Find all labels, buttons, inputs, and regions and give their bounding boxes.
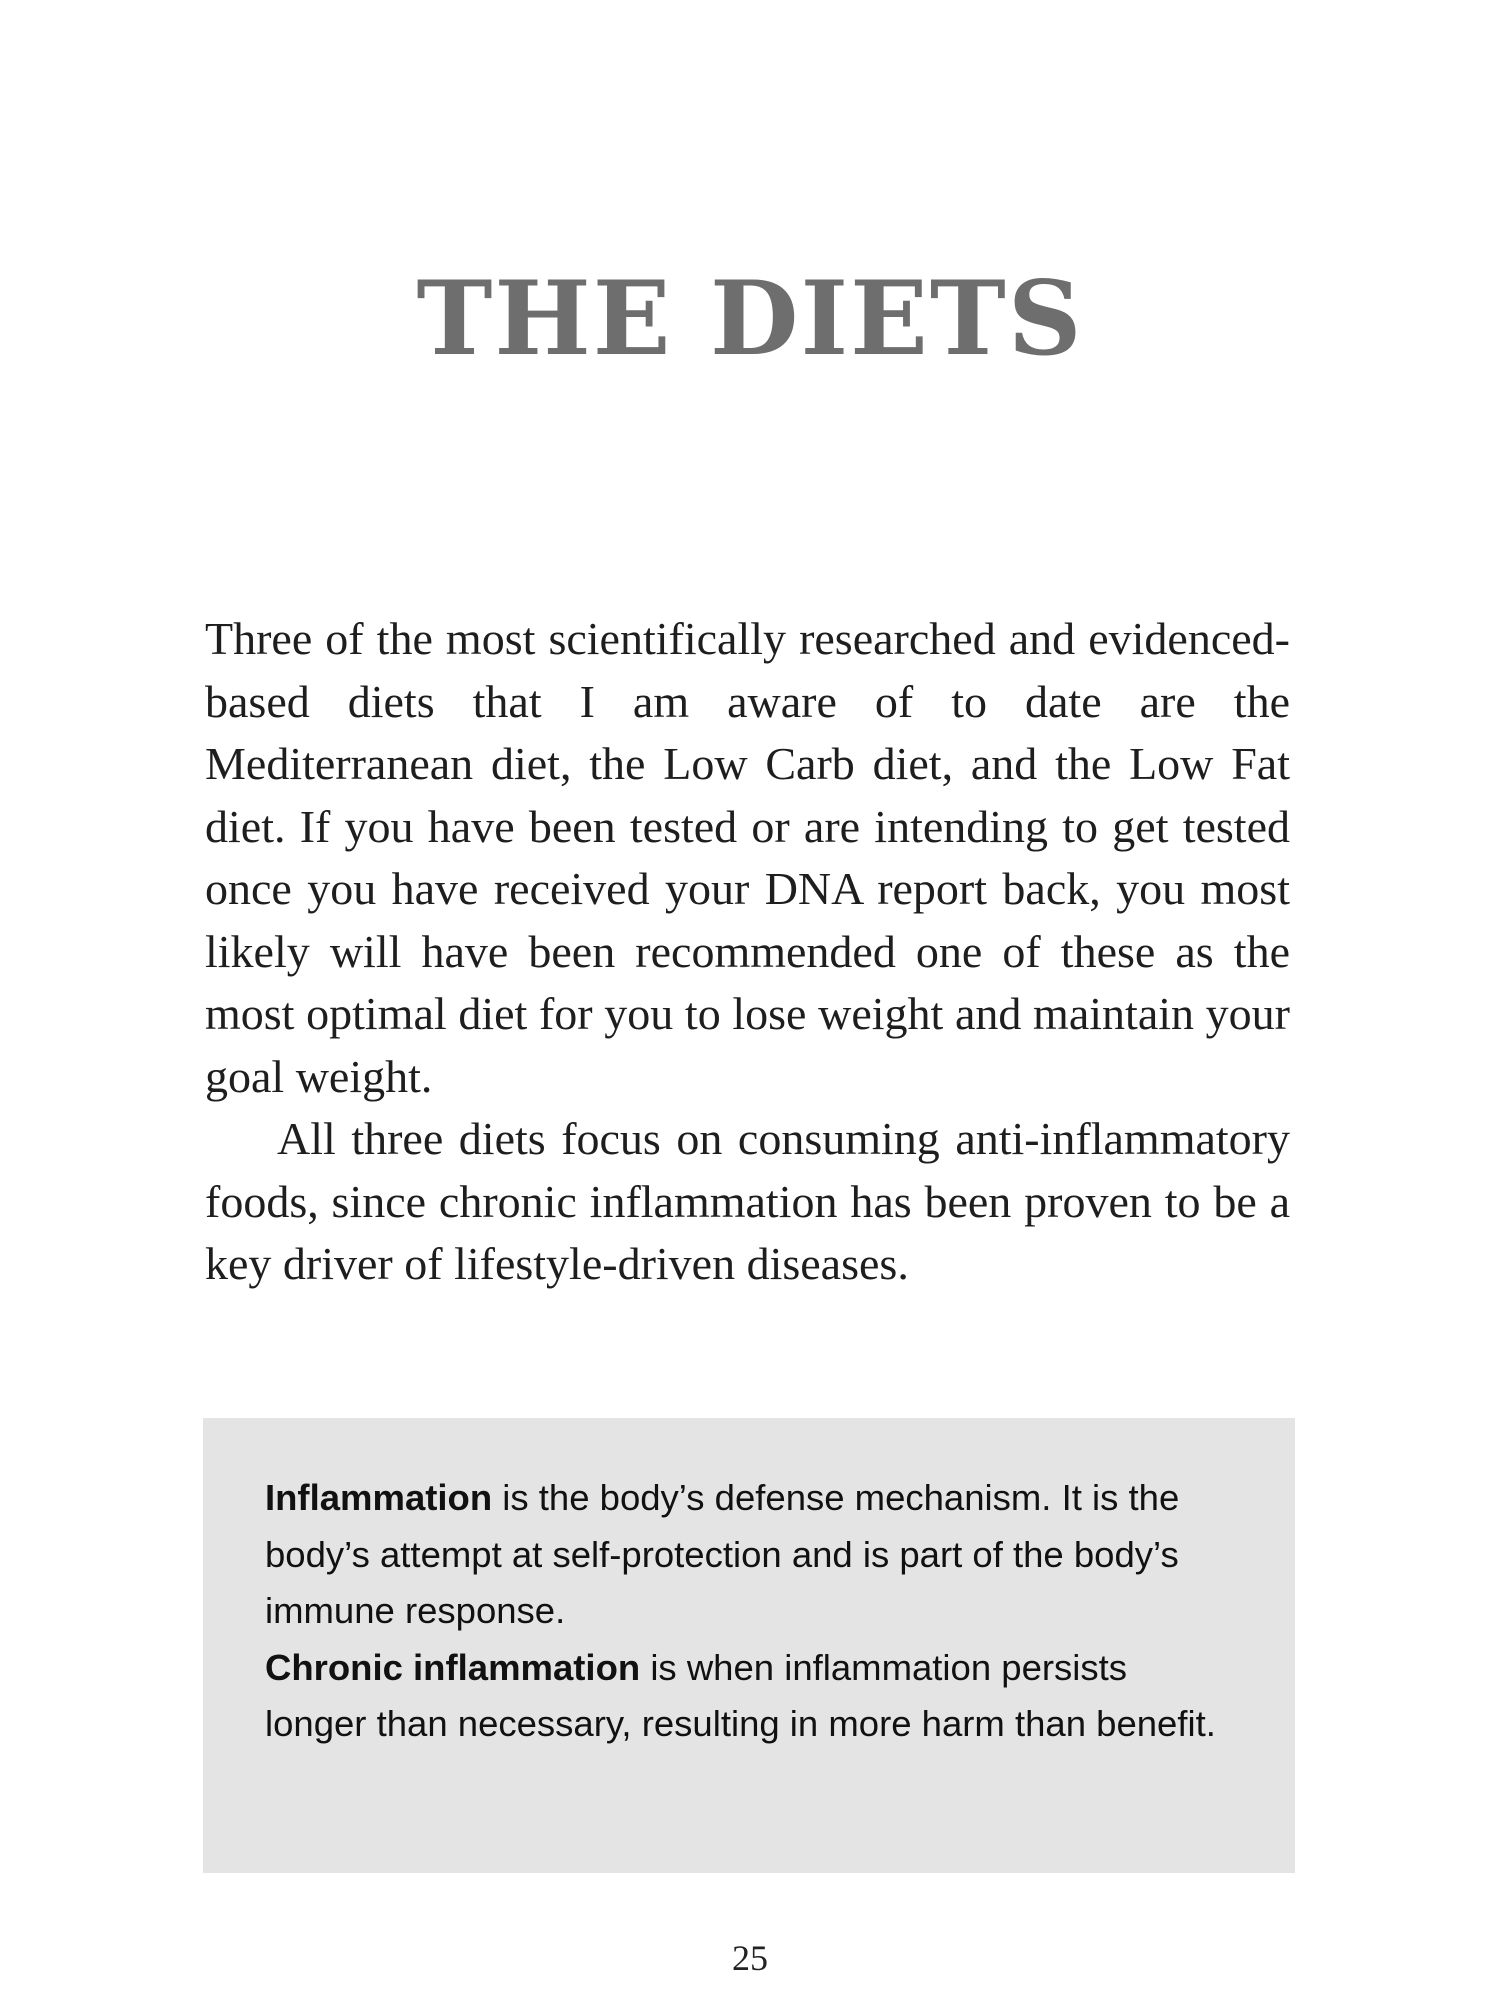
chapter-title: THE DIETS	[416, 259, 1084, 380]
paragraph-intro: Three of the most scientifically researched and evidenced-based diets that I am aware of to date are the Mediterranean diet, the Low Carb diet, and the Low Fat diet. If you have been tested or are intending to get tested once you have received your DNA report back, you most likely will have been recommended one of these as the most optimal diet for you to lose weight and maintain your goal weight.	[205, 613, 1290, 1102]
definition-callout-box	[203, 1418, 1295, 1873]
page-number: 25	[732, 1938, 768, 1978]
definition-chronic-inflammation-text: is when inflammation persists longer than necessary, resulting in more harm than benefit.	[265, 1646, 1216, 1744]
definition-inflammation-text: is the body’s defense mechanism. It is the body’s attempt at self-protection and is part of the body’s immune response.	[265, 1477, 1180, 1631]
definition-inflammation	[265, 1470, 1235, 1640]
body-text	[205, 608, 1290, 1296]
term-inflammation: Inflammation	[265, 1477, 493, 1518]
term-chronic-inflammation: Chronic inflammation	[265, 1646, 641, 1688]
definition-chronic-inflammation	[265, 1640, 1235, 1753]
paragraph-inflammation: All three diets focus on consuming anti-inflammatory foods, since chronic inflammation has been proven to be a key driver of lifestyle-driven diseases.	[205, 1113, 1290, 1289]
